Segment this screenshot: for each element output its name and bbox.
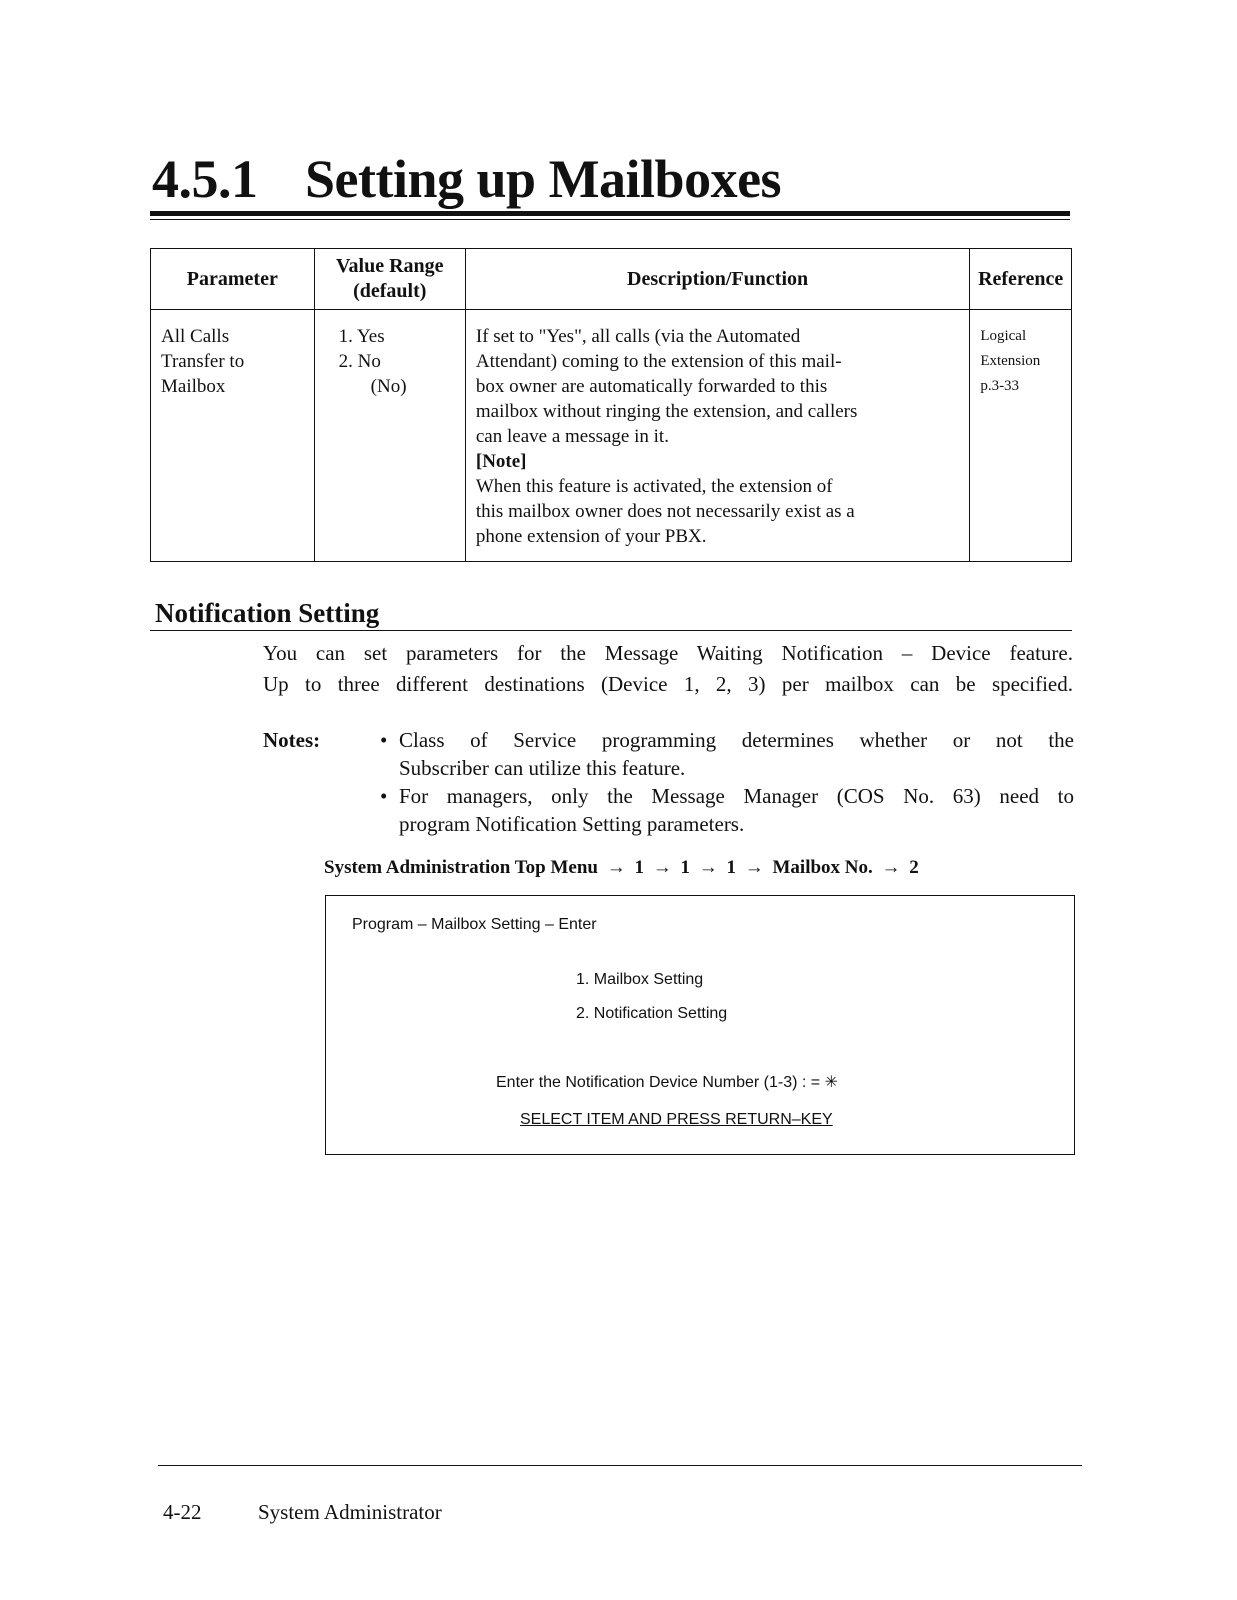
description-line: can leave a message in it. (475, 426, 669, 447)
parameter-line: Transfer to (161, 351, 245, 372)
screen-title: Program – Mailbox Setting – Enter (352, 916, 597, 933)
cell-description (465, 310, 969, 562)
menu-path-step: 1 (680, 857, 690, 878)
description-line: If set to "Yes", all calls (via the Automated (475, 326, 801, 347)
menu-path-start: System Administration Top Menu (324, 857, 598, 878)
menu-path-step: 1 (634, 857, 644, 878)
header-reference: Reference (970, 249, 1072, 310)
note-line: Subscriber can utilize this feature. (399, 756, 686, 780)
parameter-line: Mailbox (161, 376, 226, 397)
note-line: program Notification Setting parameters. (399, 812, 745, 836)
menu-path (324, 857, 919, 879)
menu-path-step: 1 (726, 857, 736, 878)
header-parameter: Parameter (151, 249, 315, 310)
header-description: Description/Function (465, 249, 969, 310)
section-heading: Setting up Mailboxes (305, 149, 782, 209)
section-title (152, 148, 781, 210)
description-line: box owner are automatically forwarded to this (475, 376, 828, 397)
table-header-row (151, 249, 1072, 310)
arrow-icon: → (744, 857, 764, 878)
header-value-range-label: Value Range (335, 255, 444, 277)
intro-line: You can set parameters for the Message Waiting Notification – Device feature. (263, 641, 1073, 665)
arrow-icon: → (652, 857, 672, 878)
note-line: this mailbox owner does not necessarily exist as a (475, 501, 855, 522)
notes-list (380, 726, 1074, 838)
table-row (151, 310, 1072, 562)
subsection-title: Notification Setting (155, 598, 380, 628)
footer-rule (158, 1465, 1082, 1466)
menu-option-notification-setting[interactable]: 2. Notification Setting (576, 1005, 728, 1022)
cell-reference (970, 310, 1072, 562)
device-number-prompt[interactable]: Enter the Notification Device Number (1-3) : = ✳ (496, 1074, 838, 1091)
menu-path-step: Mailbox No. (772, 857, 873, 878)
reference-line: Extension (980, 353, 1041, 369)
menu-option-mailbox-setting[interactable]: 1. Mailbox Setting (576, 971, 704, 988)
menu-path-step: 2 (909, 857, 919, 878)
cell-value-range (314, 310, 465, 562)
intro-paragraph (263, 638, 1073, 700)
arrow-icon: → (881, 857, 901, 878)
parameter-line: All Calls (161, 326, 230, 347)
value-default: (No) (370, 376, 407, 397)
terminal-screen (325, 895, 1075, 1155)
note-line: When this feature is activated, the extension of (475, 476, 833, 497)
cell-parameter (151, 310, 315, 562)
note-label: [Note] (475, 451, 527, 472)
value-option: 2. No (338, 351, 381, 372)
reference-line: Logical (980, 328, 1027, 344)
description-line: mailbox without ringing the extension, and callers (475, 401, 858, 422)
note-line: • For managers, only the Message Manager (COS No. 63) need to (399, 784, 1074, 808)
parameter-table (150, 248, 1072, 562)
subsection-rule (150, 630, 1072, 631)
arrow-icon: → (698, 857, 718, 878)
notes-label: Notes: (263, 728, 321, 752)
note-line: • Class of Service programming determines whether or not the (399, 728, 1074, 752)
title-rule-thin (150, 219, 1070, 220)
list-item (380, 782, 1074, 838)
title-rule (150, 211, 1070, 216)
description-line: Attendant) coming to the extension of this mail- (475, 351, 842, 372)
section-number: 4.5.1 (152, 149, 258, 209)
footer-text: System Administrator (258, 1500, 442, 1524)
value-option: 1. Yes (338, 326, 385, 347)
page-number: 4-22 (163, 1500, 202, 1524)
list-item (380, 726, 1074, 782)
header-value-range (314, 249, 465, 310)
arrow-icon: → (606, 857, 626, 878)
screen-instruction: SELECT ITEM AND PRESS RETURN–KEY (520, 1111, 833, 1128)
header-default-label: (default) (353, 280, 427, 302)
intro-line: Up to three different destinations (Device 1, 2, 3) per mailbox can be specified. (263, 672, 1073, 696)
reference-line: p.3-33 (980, 378, 1020, 394)
note-line: phone extension of your PBX. (475, 526, 707, 547)
